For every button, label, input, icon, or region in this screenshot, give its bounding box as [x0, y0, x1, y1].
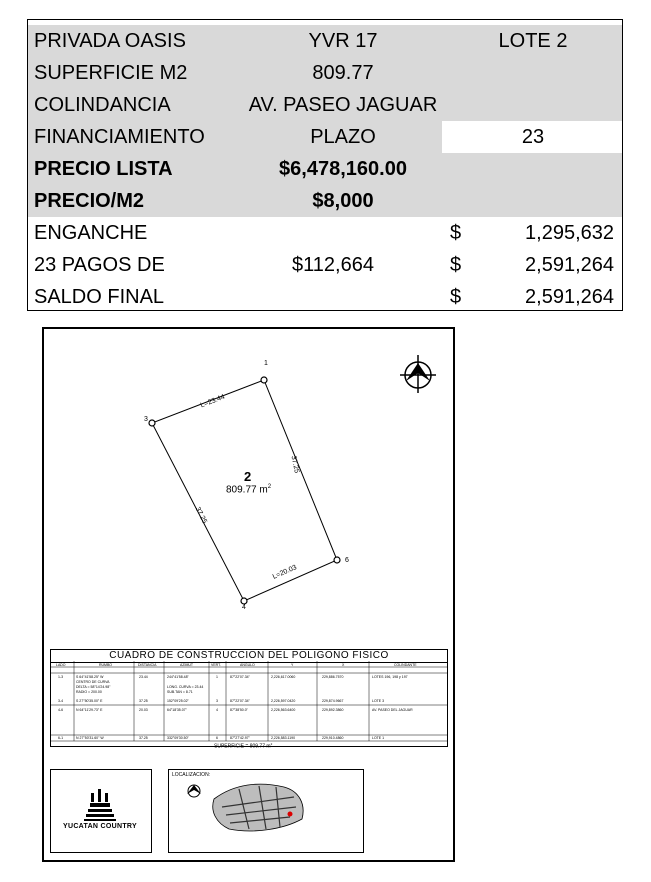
- superficie-total: SUPERFICIE = 809.77 $m^2$: [214, 742, 273, 750]
- development-label: PRIVADA OASIS: [34, 30, 186, 52]
- vertex-3-marker: [149, 420, 155, 426]
- final-balance-label: SALDO FINAL: [34, 286, 165, 308]
- table-cell: LOTE 3: [372, 699, 385, 703]
- curve-note: LONG. CURVA = 23.44: [167, 685, 204, 689]
- price-per-m2-label: PRECIO/M2: [34, 190, 145, 212]
- header-distancia: DISTANCIA: [138, 663, 157, 667]
- header-x: X: [342, 663, 345, 667]
- vertex-6-label: 6: [345, 557, 349, 564]
- curve-note: SUB.TAN = 8.71: [167, 690, 193, 694]
- lot-plan-sheet: [42, 327, 455, 862]
- table-cell: 244°41'58.48": [167, 675, 189, 679]
- table-cell: 37.25: [139, 699, 148, 703]
- vertex-1-marker: [261, 377, 267, 383]
- down-payment-label: ENGANCHE: [34, 222, 148, 244]
- row-superficie: [28, 57, 622, 89]
- header-azimut: AZIMUT: [180, 663, 194, 667]
- price-per-m2-value: $8,000: [312, 190, 374, 212]
- row-pagos: [28, 249, 622, 281]
- table-cell: 87°22'07.34": [230, 675, 250, 679]
- table-cell: 4: [216, 708, 218, 712]
- north-arrow-icon: [400, 355, 436, 393]
- final-balance-currency: $: [450, 286, 462, 308]
- table-cell: 20.03: [139, 708, 148, 712]
- price-table: [27, 19, 623, 311]
- table-cell: 2,226,597.0420: [271, 699, 296, 703]
- table-cell: 229,910.4860: [322, 736, 344, 740]
- boundary-label: COLINDANCIA: [34, 94, 171, 116]
- table-cell: 6: [216, 736, 218, 740]
- table-cell: 4-6: [58, 708, 64, 712]
- table-cell: LOTES 196, 198 y 197: [372, 675, 408, 679]
- installments-label: 23 PAGOS DE: [34, 254, 165, 276]
- lot-label: LOTE 2: [498, 30, 568, 52]
- row-precio-m2: [28, 185, 622, 217]
- edge-left-label: 37.25: [193, 506, 208, 525]
- vertex-4-label: 4: [242, 604, 246, 611]
- header-vert: VERT.: [211, 663, 221, 667]
- row-enganche: [28, 217, 622, 249]
- vertex-3-label: 3: [144, 416, 148, 423]
- edge-right-label: 37.25: [289, 455, 301, 474]
- table-cell: 87°38'50.0": [230, 708, 248, 712]
- table-cell: 152°09'25.02": [167, 699, 189, 703]
- vertex-6-marker: [334, 557, 340, 563]
- table-cell: 229,886.7570: [322, 675, 344, 679]
- header-y: Y: [291, 663, 294, 667]
- table-cell: 2,226,563.6400: [271, 708, 296, 712]
- table-cell: 87°22'07.34": [230, 699, 250, 703]
- table-cell: 2,226,617.0060: [271, 675, 296, 679]
- list-price-label: PRECIO LISTA: [34, 158, 173, 180]
- down-payment-amount: 1,295,632: [525, 222, 614, 244]
- lot-area: 809.77 $m^2$: [226, 484, 272, 496]
- area-value: 809.77: [312, 62, 374, 84]
- area-label: SUPERFICIE M2: [34, 62, 188, 84]
- financing-label: FINANCIAMIENTO: [34, 126, 205, 148]
- table-cell: 87°27'42.97": [230, 736, 250, 740]
- curve-note: DELTA = 58°14'24.98": [76, 685, 111, 689]
- table-cell: 37.25: [139, 736, 148, 740]
- table-cell: 2,226,583.1190: [271, 736, 296, 740]
- row-colindancia: [28, 89, 622, 121]
- table-cell: 1: [216, 675, 218, 679]
- table-cell: 64°18'35.07": [167, 708, 187, 712]
- table-cell: S 64°41'58.25" W: [76, 675, 104, 679]
- table-cell: AV. PASEO DEL JAGUAR: [372, 708, 413, 712]
- table-cell: 229,892.3860: [322, 708, 344, 712]
- table-cell: N 64°11'29.73" E: [76, 708, 103, 712]
- vertex-1-label: 1: [264, 360, 268, 367]
- down-payment-currency: $: [450, 222, 462, 244]
- table-cell: 229,874.9667: [322, 699, 344, 703]
- final-balance-amount: 2,591,264: [525, 286, 614, 308]
- location-label: LOCALIZACION:: [172, 772, 211, 778]
- header-angulo: ANGULO: [240, 663, 255, 667]
- header-colindante: COLINDANTE: [394, 663, 417, 667]
- term-label: PLAZO: [310, 126, 376, 148]
- row-saldo: [28, 281, 622, 313]
- table-cell: LOTE 1: [372, 736, 385, 740]
- row-precio-lista: [28, 153, 622, 185]
- logo-box: [50, 769, 152, 853]
- table-cell: S 27°50'35.00" E: [76, 699, 103, 703]
- table-cell: 3: [216, 699, 218, 703]
- row-financiamiento: [28, 121, 622, 153]
- list-price-value: $6,478,160.00: [279, 158, 407, 180]
- construction-table-title: CUADRO DE CONSTRUCCION DEL POLIGONO FISICO: [51, 650, 447, 663]
- header-rumbo: RUMBO: [99, 663, 113, 667]
- table-cell: N 27°50'31.60" W: [76, 736, 104, 740]
- lot-number: 2: [244, 469, 252, 484]
- term-value: 23: [521, 126, 545, 148]
- installments-currency: $: [450, 254, 462, 276]
- boundary-value: AV. PASEO JAGUAR: [248, 94, 438, 116]
- location-box: [168, 769, 364, 853]
- header-lado: LADO: [56, 663, 66, 667]
- table-cell: 3-4: [58, 699, 64, 703]
- installment-amount: $112,664: [292, 254, 374, 276]
- installments-total: 2,591,264: [525, 254, 614, 276]
- curve-note: CENTRO DE CURVA: [76, 680, 110, 684]
- development-code: YVR 17: [308, 30, 378, 52]
- table-cell: 332°09'30.50": [167, 736, 189, 740]
- edge-top-label: L=23.44: [199, 393, 226, 410]
- edge-bottom-label: L=20.03: [271, 564, 298, 581]
- table-cell: 1-3: [58, 675, 64, 679]
- row-privada: [28, 25, 622, 57]
- table-cell: 6-1: [58, 736, 64, 740]
- curve-note: RADIO = 200.00: [76, 690, 102, 694]
- table-cell: 23.44: [139, 675, 148, 679]
- brand-name: YUCATAN COUNTRY: [63, 823, 137, 830]
